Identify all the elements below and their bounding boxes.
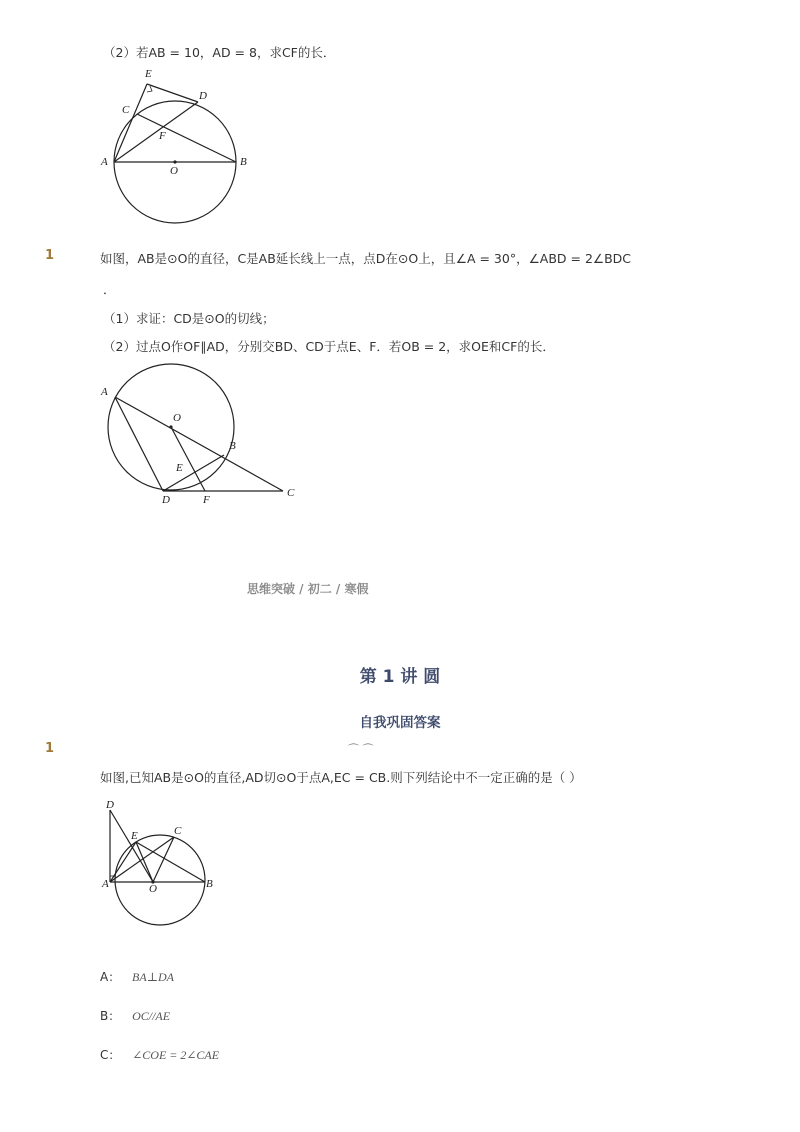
label-f-2: F: [203, 494, 210, 506]
option-a[interactable]: [100, 968, 174, 985]
option-c[interactable]: [100, 1046, 219, 1063]
problem-2-statement: 如图,已知AB是⊙O的直径,AD切⊙O于点A,EC = CB.则下列结论中不一定正确的是（ ）: [100, 770, 582, 785]
label-d-2: D: [162, 494, 170, 506]
circle-o-3: [115, 835, 205, 925]
label-b-2: B: [229, 440, 236, 452]
problem-number-2: 1: [45, 741, 55, 756]
label-c: C: [122, 104, 130, 116]
label-o-2: O: [173, 412, 181, 424]
label-a: A: [101, 156, 108, 168]
option-b-value: OC//AE: [132, 1009, 171, 1023]
problem-1-statement-end: ．: [103, 282, 116, 297]
label-c-3: C: [174, 825, 182, 837]
lecture-title: 第 1 讲 圆: [359, 667, 441, 687]
option-a-label: A：: [100, 970, 121, 984]
label-e-2: E: [176, 462, 183, 474]
label-e-3: E: [131, 830, 138, 842]
option-b[interactable]: [100, 1007, 170, 1024]
option-a-value: BA⊥DA: [132, 970, 174, 984]
arc-marks: ⌒ ⌒: [348, 743, 374, 756]
option-c-label: C：: [100, 1048, 121, 1062]
option-b-label: B：: [100, 1009, 121, 1023]
label-b-3: B: [206, 878, 213, 890]
label-c-2: C: [287, 487, 295, 499]
segment-eb: [136, 842, 205, 882]
problem-1-subquestion-2: （2）过点O作OF∥AD，分别交BD、CD于点E、F．若OB = 2，求OE和CF的长．: [103, 339, 555, 354]
label-a-2: A: [101, 386, 108, 398]
label-d-3: D: [106, 799, 114, 811]
label-a-3: A: [102, 878, 109, 890]
label-d: D: [199, 90, 207, 102]
label-e: E: [145, 68, 152, 80]
label-f: F: [159, 130, 166, 142]
problem-1-statement: 如图，AB是⊙O的直径，C是AB延长线上一点，点D在⊙O上，且∠A = 30°，∠ABD = 2∠BDC: [100, 251, 632, 266]
label-o-3: O: [149, 883, 157, 895]
problem-1-subquestion-1: （1）求证：CD是⊙O的切线；: [103, 311, 275, 326]
label-o: O: [170, 165, 178, 177]
question-2-text: （2）若AB = 10，AD = 8，求CF的长．: [103, 45, 336, 60]
label-b: B: [240, 156, 247, 168]
option-c-value: ∠COE = 2∠CAE: [132, 1048, 220, 1062]
section-title: 自我巩固答案: [359, 715, 441, 731]
problem-number: 1: [45, 248, 55, 263]
page-footer: 思维突破 / 初二 / 寒假: [247, 582, 369, 596]
